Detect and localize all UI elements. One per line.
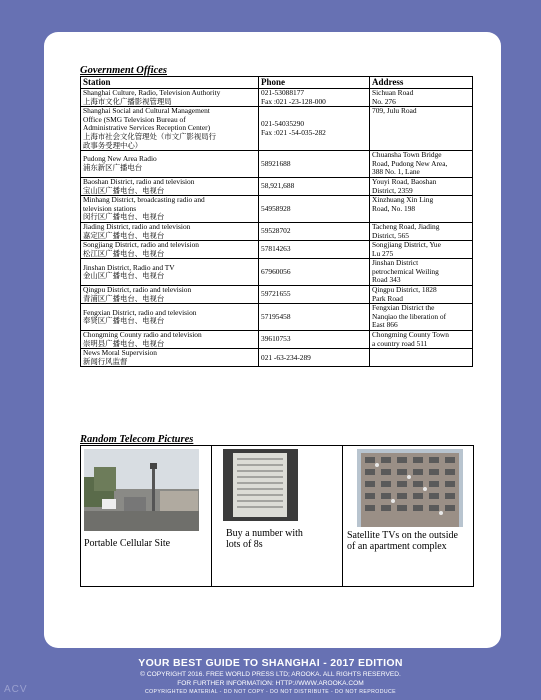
station-cell <box>81 259 259 286</box>
address-line: Road 343 <box>372 275 401 285</box>
phone-line: 59528702 <box>261 226 291 236</box>
phone-line: 021 -63-234-289 <box>261 352 311 362</box>
phone-line: 39610753 <box>261 334 291 344</box>
phone-line: Fax :021 -54-035-282 <box>261 127 326 137</box>
station-line: Shanghai Social and Cultural Management <box>83 106 210 116</box>
picture-cell-satellite-tv <box>343 446 473 586</box>
address-cell <box>370 222 473 240</box>
address-line: Road, No. 198 <box>372 203 416 213</box>
phone-cell <box>259 331 370 349</box>
footer-notice: COPYRIGHTED MATERIAL - DO NOT COPY - DO NOT DISTRIBUTE - DO NOT REPRODUCE <box>144 689 397 695</box>
phone-line: 021-53088177 <box>261 88 305 97</box>
address-cell <box>370 349 473 367</box>
station-line: 嘉定区广播电台、电视台 <box>83 230 165 240</box>
address-line: No. 276 <box>372 96 396 106</box>
station-cell <box>81 89 259 107</box>
station-line: 上海市文化广播影视管理局 <box>83 96 172 106</box>
table-row <box>81 349 473 367</box>
caption-line: lots of 8s <box>226 539 263 550</box>
address-line: petrochemical Weiling <box>372 266 439 276</box>
table-row <box>81 241 473 259</box>
address-line: Park Road <box>372 293 403 303</box>
address-line: Road, Pudong New Area, <box>372 158 448 168</box>
address-cell <box>370 241 473 259</box>
phone-cell <box>259 107 370 151</box>
table-row <box>81 107 473 151</box>
address-cell <box>370 89 473 107</box>
station-line: Shanghai Culture, Radio, Television Authority <box>83 88 221 97</box>
address-line: Nanqiao the liberation of <box>372 311 447 321</box>
phone-cell <box>259 151 370 178</box>
phone-line: 54958928 <box>261 203 291 213</box>
station-line: 奉贤区广播电台、电视台 <box>83 316 165 326</box>
table-row <box>81 259 473 286</box>
address-line: District, 2359 <box>372 185 413 195</box>
station-line: 宝山区广播电台、电视台 <box>83 185 165 195</box>
station-cell <box>81 107 259 151</box>
station-line: 政事务受理中心） <box>83 140 143 150</box>
address-cell <box>370 331 473 349</box>
address-line: 388 No. 1, Lane <box>372 167 420 177</box>
caption-line: Portable Cellular Site <box>84 538 171 549</box>
address-line: Jinshan District <box>372 258 419 268</box>
caption-line: Buy a number with <box>226 528 303 539</box>
watermark: ACV <box>4 684 28 695</box>
phone-cell <box>259 222 370 240</box>
station-line: Administrative Services Reception Center) <box>83 123 211 133</box>
phone-cell <box>259 259 370 286</box>
station-cell <box>81 196 259 223</box>
document-page <box>44 32 501 648</box>
table-row <box>81 196 473 223</box>
station-line: Qingpu District, radio and television <box>83 285 192 295</box>
address-line: Fengxian District the <box>372 303 435 313</box>
caption-line: of an apartment complex <box>347 541 447 552</box>
address-line: Sichuan Road <box>372 88 414 97</box>
station-line: Baoshan District, radio and television <box>83 177 195 186</box>
station-line: Office (SMG Television Bureau of <box>83 114 186 124</box>
government-offices-title: Government Offices <box>80 65 167 76</box>
address-line: Lu 275 <box>372 248 394 258</box>
station-line: 新闻行风监督 <box>83 356 128 366</box>
phone-line: 021-54035290 <box>261 119 305 129</box>
table-row <box>81 89 473 107</box>
phone-line: 57195458 <box>261 311 291 321</box>
caption-line: Satellite TVs on the outside <box>347 530 458 541</box>
station-line: 松江区广播电台、电视台 <box>83 248 165 258</box>
station-cell <box>81 222 259 240</box>
station-line: 浦东新区广播电台 <box>83 163 143 173</box>
phone-line: 57814263 <box>261 244 291 254</box>
station-line: television stations <box>83 203 137 213</box>
header-station: Station <box>81 77 259 89</box>
address-cell <box>370 304 473 331</box>
phone-cell <box>259 89 370 107</box>
station-line: News Moral Supervision <box>83 348 157 358</box>
phone-cell <box>259 286 370 304</box>
phone-line: Fax :021 -23-128-000 <box>261 96 326 106</box>
phone-line: 59721655 <box>261 289 291 299</box>
station-cell <box>81 331 259 349</box>
table-row <box>81 286 473 304</box>
phone-line: 58921688 <box>261 158 291 168</box>
picture-cell-number <box>212 446 343 586</box>
phone-number-list-photo <box>223 449 298 521</box>
footer-info-link: FOR FURTHER INFORMATION: HTTP://WWW.AROOKA.COM <box>177 680 364 687</box>
address-cell <box>370 151 473 178</box>
station-line: Jiading District, radio and television <box>83 222 191 231</box>
station-line: 金山区广播电台、电视台 <box>83 271 165 281</box>
government-offices-table <box>80 76 473 367</box>
station-line: 崇明县广播电台、电视台 <box>83 338 165 348</box>
phone-cell <box>259 196 370 223</box>
footer-title: YOUR BEST GUIDE TO SHANGHAI - 2017 EDITION <box>138 657 403 669</box>
address-line: a country road 511 <box>372 338 428 348</box>
station-cell <box>81 151 259 178</box>
table-row <box>81 151 473 178</box>
table-row <box>81 222 473 240</box>
station-line: 上海市社会文化管理处（市文广影视局行 <box>83 131 217 141</box>
address-cell <box>370 196 473 223</box>
station-cell <box>81 177 259 195</box>
apartment-satellite-photo <box>357 449 463 527</box>
station-line: Minhang District, broadcasting radio and <box>83 195 205 205</box>
caption-number <box>226 528 303 550</box>
station-line: Fengxian District, radio and television <box>83 307 197 317</box>
address-line: Songjiang District, Yue <box>372 240 441 250</box>
phone-cell <box>259 177 370 195</box>
address-line: East 866 <box>372 320 398 330</box>
phone-cell <box>259 241 370 259</box>
phone-line: 58,921,688 <box>261 181 295 191</box>
station-line: Songjiang District, radio and television <box>83 240 199 250</box>
address-line: District, 565 <box>372 230 409 240</box>
station-line: 闵行区广播电台、电视台 <box>83 212 165 222</box>
address-cell <box>370 177 473 195</box>
table-row <box>81 304 473 331</box>
address-line: 709, Julu Road <box>372 106 417 116</box>
caption-satellite-tv <box>347 530 458 552</box>
header-address: Address <box>370 77 473 89</box>
station-line: Chongming County radio and television <box>83 330 202 340</box>
phone-cell <box>259 304 370 331</box>
picture-cell-cellular-site <box>81 446 212 586</box>
address-line: Qingpu District, 1828 <box>372 285 437 295</box>
address-line: Youyi Road, Baoshan <box>372 177 437 186</box>
address-line: Xinzhuang Xin Ling <box>372 195 434 205</box>
address-cell <box>370 259 473 286</box>
address-line: Tacheng Road, Jiading <box>372 222 440 231</box>
cellular-site-photo <box>84 449 199 531</box>
phone-cell <box>259 349 370 367</box>
station-line: 青浦区广播电台、电视台 <box>83 293 165 303</box>
table-row <box>81 331 473 349</box>
address-line: Chongming County Town <box>372 330 449 340</box>
station-cell <box>81 286 259 304</box>
station-cell <box>81 349 259 367</box>
station-cell <box>81 241 259 259</box>
table-row <box>81 177 473 195</box>
footer-copyright: © COPYRIGHT 2016. FREE WORLD PRESS LTD; AROOKA. ALL RIGHTS RESERVED. <box>140 671 401 678</box>
address-cell <box>370 107 473 151</box>
random-telecom-title: Random Telecom Pictures <box>80 434 194 445</box>
address-cell <box>370 286 473 304</box>
station-line: Jinshan District, Radio and TV <box>83 262 175 272</box>
telecom-pictures-table <box>80 445 474 587</box>
station-cell <box>81 304 259 331</box>
caption-cellular-site <box>84 538 170 549</box>
header-phone: Phone <box>259 77 370 89</box>
address-line: Chuansha Town Bridge <box>372 150 442 160</box>
station-line: Pudong New Area Radio <box>83 154 157 164</box>
table-header-row <box>81 77 473 89</box>
phone-line: 67960056 <box>261 266 291 276</box>
